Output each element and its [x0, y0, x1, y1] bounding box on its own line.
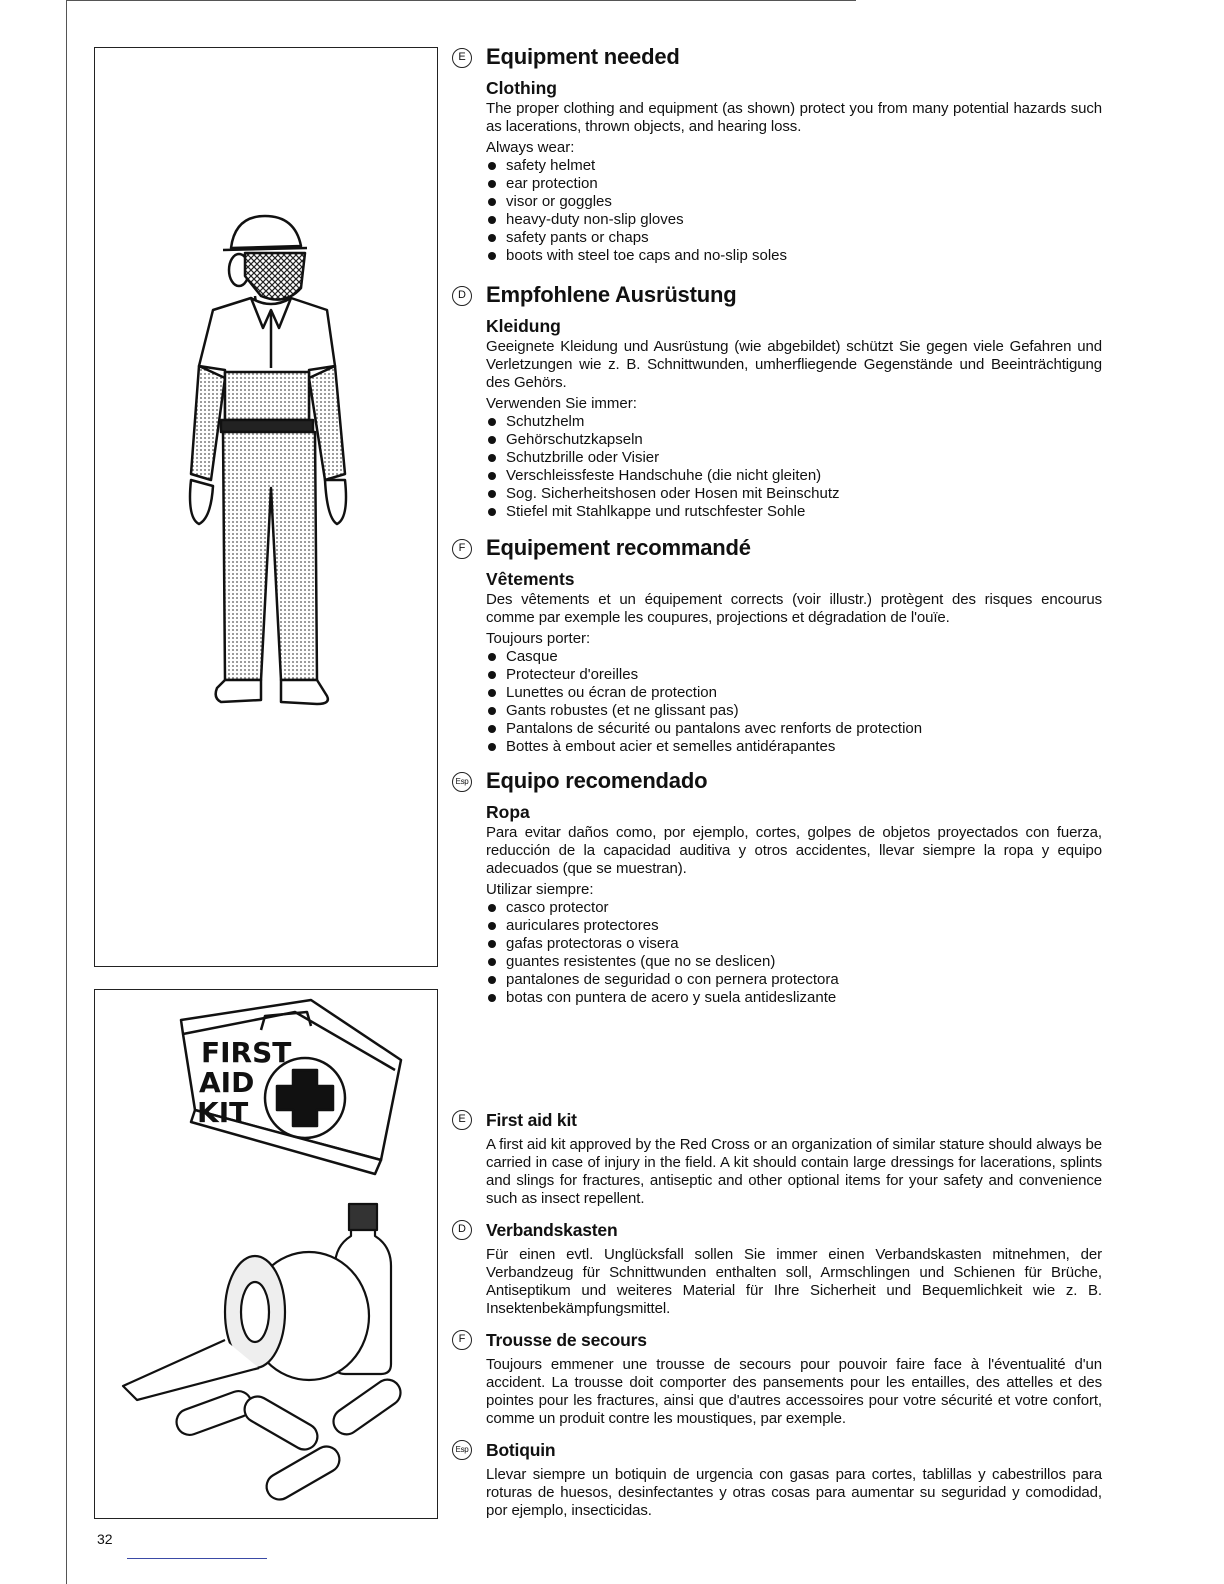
section-text: Toujours emmener une trousse de secours pour pouvoir faire face à l'éventualité d'un accident. La trousse doit comporter des pansements pour les entailles, des attelles et des pointes pour les fractures, ainsi que d'autres accessoires pour votre sécurité et votre confort, comme un produit contre les moustiques, par exemple.	[486, 1356, 1102, 1427]
language-badge: Esp	[452, 1440, 472, 1460]
language-badge: E	[452, 48, 472, 68]
list-item: Protecteur d'oreilles	[486, 666, 1102, 684]
equipment-list	[486, 899, 1102, 1007]
list-item: Schutzbrille oder Visier	[486, 449, 1102, 467]
section-text: Für einen evtl. Unglücksfall sollen Sie immer einen Verbandskasten mitnehmen, der Verbandzeug für Schnittwunden enthalten soll, Armschlingen und Schienen für Brüche, Antiseptikum und weiteres Material für Ihre Sicherheit und Bequemlichkeit wie z. B. Insektenbekämpfungsmittel.	[486, 1246, 1102, 1317]
list-item: guantes resistentes (que no se deslicen)	[486, 953, 1102, 971]
list-lead: Verwenden Sie immer:	[486, 395, 637, 412]
list-item: Schutzhelm	[486, 413, 1102, 431]
section-kit-fr	[452, 1326, 1102, 1428]
equipment-list	[486, 413, 1102, 521]
language-badge: Esp	[452, 772, 472, 792]
list-lead: Always wear:	[486, 139, 575, 156]
section-text: Para evitar daños como, por ejemplo, cortes, golpes de objetos proyectados con fuerza, reducción de la capacidad auditiva y otros accidentes, llevar siempre la ropa y equipo adecuados (que se muestran).	[486, 824, 1102, 877]
section-title: First aid kit	[486, 1110, 577, 1130]
section-subtitle: Vêtements	[486, 569, 575, 589]
section-subtitle: Ropa	[486, 802, 530, 822]
list-item: auriculares protectores	[486, 917, 1102, 935]
section-title: Trousse de secours	[486, 1330, 647, 1350]
first-aid-kit-illustration	[94, 989, 438, 1519]
kit-label-line3: KIT	[197, 1096, 249, 1129]
list-item: Stiefel mit Stahlkappe und rutschfester Sohle	[486, 503, 1102, 521]
section-subtitle: Kleidung	[486, 316, 561, 336]
section-equipment-en	[452, 44, 1102, 265]
list-item: boots with steel toe caps and no-slip soles	[486, 247, 1102, 265]
list-item: Bottes à embout acier et semelles antidérapantes	[486, 738, 1102, 756]
list-item: Verschleissfeste Handschuhe (die nicht gleiten)	[486, 467, 1102, 485]
list-item: Pantalons de sécurité ou pantalons avec renforts de protection	[486, 720, 1102, 738]
section-title: Equipement recommandé	[486, 535, 751, 560]
page-edge-left	[66, 0, 67, 1584]
section-title: Verbandskasten	[486, 1220, 618, 1240]
section-title: Equipo recomendado	[486, 768, 708, 793]
language-badge: D	[452, 286, 472, 306]
list-lead: Utilizar siempre:	[486, 881, 594, 898]
section-kit-en	[452, 1106, 1102, 1208]
equipment-list	[486, 648, 1102, 756]
section-text: Geeignete Kleidung und Ausrüstung (wie abgebildet) schützt Sie gegen viele Gefahren und Verletzungen wie z. B. Schnittwunden, umherfliegende Gegenstände und Beeinträchtigung des Gehörs.	[486, 338, 1102, 391]
section-title: Equipment needed	[486, 44, 680, 69]
footer-rule	[127, 1558, 267, 1559]
language-badge: E	[452, 1110, 472, 1130]
section-equipment-de	[452, 282, 1102, 521]
list-item: Gehörschutzkapseln	[486, 431, 1102, 449]
section-title: Botiquin	[486, 1440, 556, 1460]
list-item: pantalones de seguridad o con pernera protectora	[486, 971, 1102, 989]
section-equipment-fr	[452, 535, 1102, 756]
adhesive-plasters	[173, 1375, 406, 1505]
section-text: Llevar siempre un botiquin de urgencia con gasas para cortes, tablillas y cabestrillos para roturas de huesos, desinfectantes y otras cosas para aumentar su seguridad y comodidad, por ejemplo, insecticidas.	[486, 1466, 1102, 1519]
list-item: casco protector	[486, 899, 1102, 917]
list-item: heavy-duty non-slip gloves	[486, 211, 1102, 229]
section-kit-es	[452, 1436, 1102, 1520]
section-text: A first aid kit approved by the Red Cross or an organization of similar stature should always be carried in case of injury in the field. A kit should contain large dressings for lacerations, splints and slings for fractures, antiseptic and other optional items for your safety and convenience such as insect repellent.	[486, 1136, 1102, 1207]
language-badge: D	[452, 1220, 472, 1240]
section-equipment-es	[452, 768, 1102, 1007]
language-badge: F	[452, 539, 472, 559]
kit-label-line2: AID	[199, 1066, 255, 1099]
language-badge: F	[452, 1330, 472, 1350]
page-number: 32	[97, 1531, 113, 1547]
worker-figure	[95, 48, 437, 966]
section-kit-de	[452, 1216, 1102, 1318]
list-lead: Toujours porter:	[486, 630, 591, 647]
list-item: Sog. Sicherheitshosen oder Hosen mit Beinschutz	[486, 485, 1102, 503]
list-item: Lunettes ou écran de protection	[486, 684, 1102, 702]
list-item: Casque	[486, 648, 1102, 666]
protective-equipment-illustration	[94, 47, 438, 967]
section-subtitle: Clothing	[486, 78, 557, 98]
list-item: visor or goggles	[486, 193, 1102, 211]
page-edge-top	[66, 0, 856, 1]
section-text: The proper clothing and equipment (as shown) protect you from many potential hazards such as lacerations, thrown objects, and hearing loss.	[486, 100, 1102, 135]
equipment-list	[486, 157, 1102, 265]
list-item: ear protection	[486, 175, 1102, 193]
section-title: Empfohlene Ausrüstung	[486, 282, 737, 307]
list-item: safety pants or chaps	[486, 229, 1102, 247]
list-item: botas con puntera de acero y suela antideslizante	[486, 989, 1102, 1007]
list-item: Gants robustes (et ne glissant pas)	[486, 702, 1102, 720]
list-item: gafas protectoras o visera	[486, 935, 1102, 953]
list-item: safety helmet	[486, 157, 1102, 175]
section-text: Des vêtements et un équipement corrects (voir illustr.) protègent des risques encourus comme par exemple les coupures, projections et dégradation de l'ouïe.	[486, 591, 1102, 626]
kit-label-line1: FIRST	[201, 1036, 292, 1069]
